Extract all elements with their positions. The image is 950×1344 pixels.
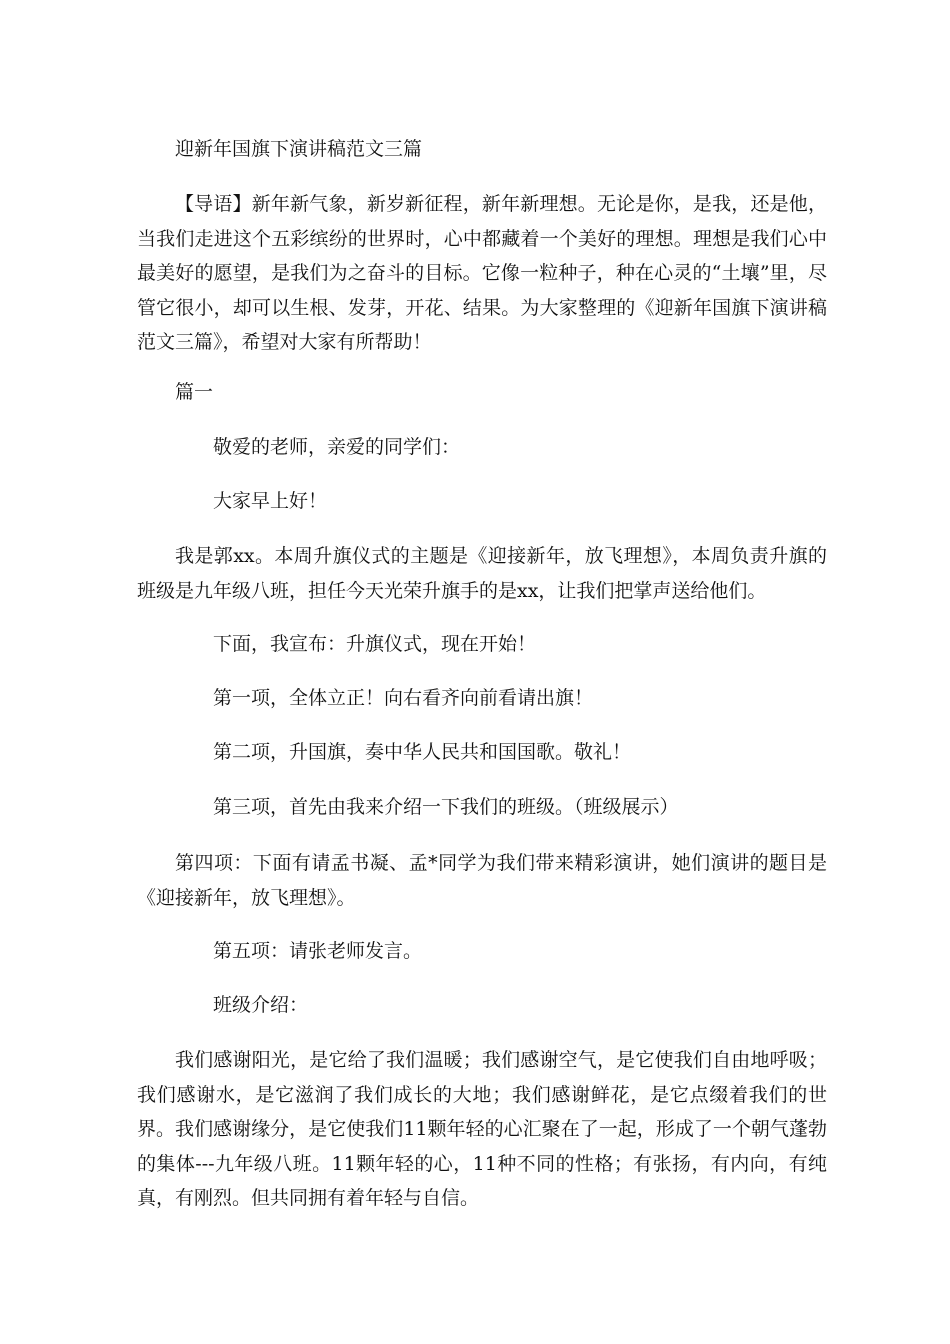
item-2-line: 第二项，升国旗，奏中华人民共和国国歌。敬礼！ bbox=[213, 741, 632, 763]
host-intro-paragraph: 我是郭xx。本周升旗仪式的主题是《迎接新年，放飞理想》，本周负责升旗的班级是九年级八班，担任今天光荣升旗手的是xx，让我们把掌声送给他们。 bbox=[137, 545, 827, 602]
announce-line: 下面，我宣布：升旗仪式，现在开始！ bbox=[213, 633, 537, 655]
item-3-line: 第三项，首先由我来介绍一下我们的班级。（班级展示） bbox=[213, 796, 679, 818]
document-title: 迎新年国旗下演讲稿范文三篇 bbox=[175, 138, 423, 160]
greeting-line: 敬爱的老师，亲爱的同学们： bbox=[213, 436, 461, 458]
morning-line: 大家早上好！ bbox=[213, 490, 328, 512]
class-intro-paragraph: 我们感谢阳光，是它给了我们温暖；我们感谢空气，是它使我们自由地呼吸；我们感谢水，是它滋润了我们成长的大地；我们感谢鲜花，是它点缀着我们的世界。我们感谢缘分，是它使我们11颗年轻的心汇聚在了一起，形成了一个朝气蓬勃的集体---九年级八班。11颗年轻的心，11种不同的性格；有张扬，有内向，有纯真，有刚烈。但共同拥有着年轻与自信。 bbox=[137, 1049, 827, 1209]
item-5-line: 第五项：请张老师发言。 bbox=[213, 940, 423, 962]
class-intro-heading: 班级介绍： bbox=[213, 994, 309, 1016]
intro-paragraph: 【导语】新年新气象，新岁新征程，新年新理想。无论是你，是我，还是他，当我们走进这个五彩缤纷的世界时，心中都藏着一个美好的理想。理想是我们心中最美好的愿望，是我们为之奋斗的目标。它像一粒种子，种在心灵的“土壤”里，尽管它很小，却可以生根、发芽，开花、结果。为大家整理的《迎新年国旗下演讲稿范文三篇》，希望对大家有所帮助！ bbox=[137, 193, 827, 353]
item-1-line: 第一项，全体立正！向右看齐向前看请出旗！ bbox=[213, 687, 594, 709]
section-heading: 篇一 bbox=[175, 381, 214, 403]
item-4-paragraph: 第四项：下面有请孟书凝、孟*同学为我们带来精彩演讲，她们演讲的题目是《迎接新年，放飞理想》。 bbox=[137, 852, 827, 909]
